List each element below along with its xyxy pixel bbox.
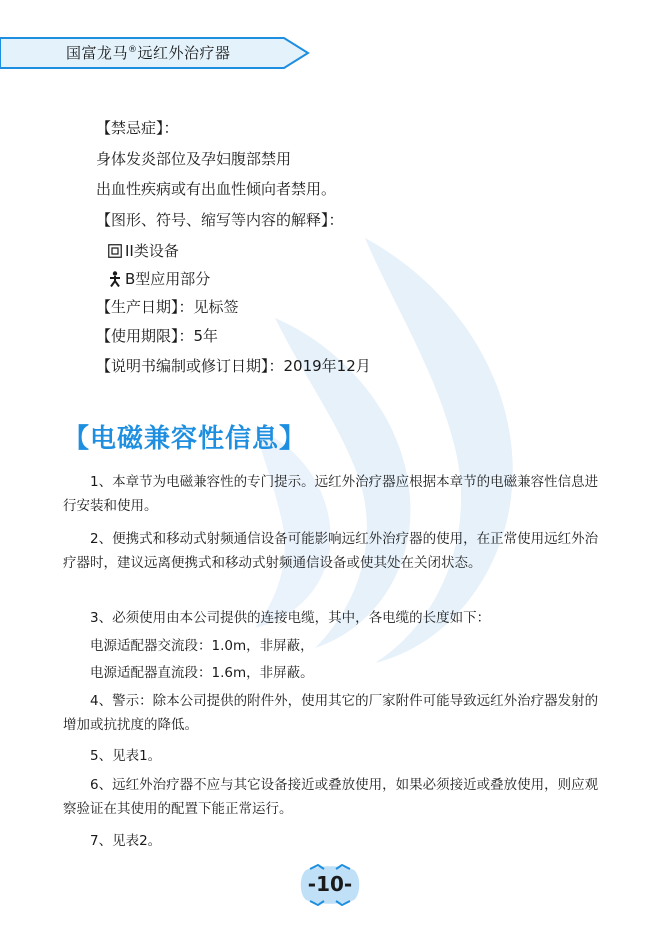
emc-paragraph-7: 7、见表2。 xyxy=(90,833,162,849)
registered-mark: ® xyxy=(128,45,138,55)
emc-heading: 【电磁兼容性信息】 xyxy=(63,424,307,454)
emc-paragraph-3: 3、必须使用由本公司提供的连接电缆，其中，各电缆的长度如下： xyxy=(90,610,491,626)
symbols-heading: 【图形、符号、缩写等内容的解释】： xyxy=(96,211,344,229)
emc-paragraph-6: 6、远红外治疗器不应与其它设备接近或叠放使用，如果必须接近或叠放使用，则应观察验证在其使用的配置下能正常运行。 xyxy=(63,777,599,817)
emc-paragraph-2: 2、便携式和移动式射频通信设备可能影响远红外治疗器的使用，在正常使用远红外治疗器时，建议远离便携式和移动式射频通信设备或使其处在关闭状态。 xyxy=(63,531,599,571)
emc-paragraph-4: 4、警示：除本公司提供的附件外，使用其它的厂家附件可能导致远红外治疗器发射的增加或抗扰度的降低。 xyxy=(63,693,599,733)
production-date: 【生产日期】：见标签 xyxy=(96,298,239,316)
contraindication-item-1: 身体发炎部位及孕妇腹部禁用 xyxy=(96,150,292,168)
header-title: 国富龙马®远红外治疗器 xyxy=(66,44,231,62)
emc-paragraph-1: 1、本章节为电磁兼容性的专门提示。远红外治疗器应根据本章节的电磁兼容性信息进行安装和使用。 xyxy=(63,474,599,514)
cable-ac-length: 电源适配器交流段：1.0m，非屏蔽， xyxy=(90,638,314,654)
page-number: -10- xyxy=(307,872,353,896)
contraindications-heading: 【禁忌症】： xyxy=(96,119,179,137)
class2-symbol-row xyxy=(108,240,179,261)
typeb-symbol-row xyxy=(108,268,210,289)
class2-label: II类设备 xyxy=(125,242,179,260)
double-insulation-icon xyxy=(108,244,122,258)
contraindication-item-2: 出血性疾病或有出血性倾向者禁用。 xyxy=(96,180,337,198)
cable-dc-length: 电源适配器直流段：1.6m，非屏蔽。 xyxy=(90,665,314,681)
revision-date: 【说明书编制或修订日期】：2019年12月 xyxy=(96,357,371,375)
emc-paragraph-5: 5、见表1。 xyxy=(90,748,162,764)
service-life: 【使用期限】：5年 xyxy=(96,327,219,345)
typeb-label: B型应用部分 xyxy=(125,270,211,288)
type-b-applied-part-icon xyxy=(108,271,122,287)
